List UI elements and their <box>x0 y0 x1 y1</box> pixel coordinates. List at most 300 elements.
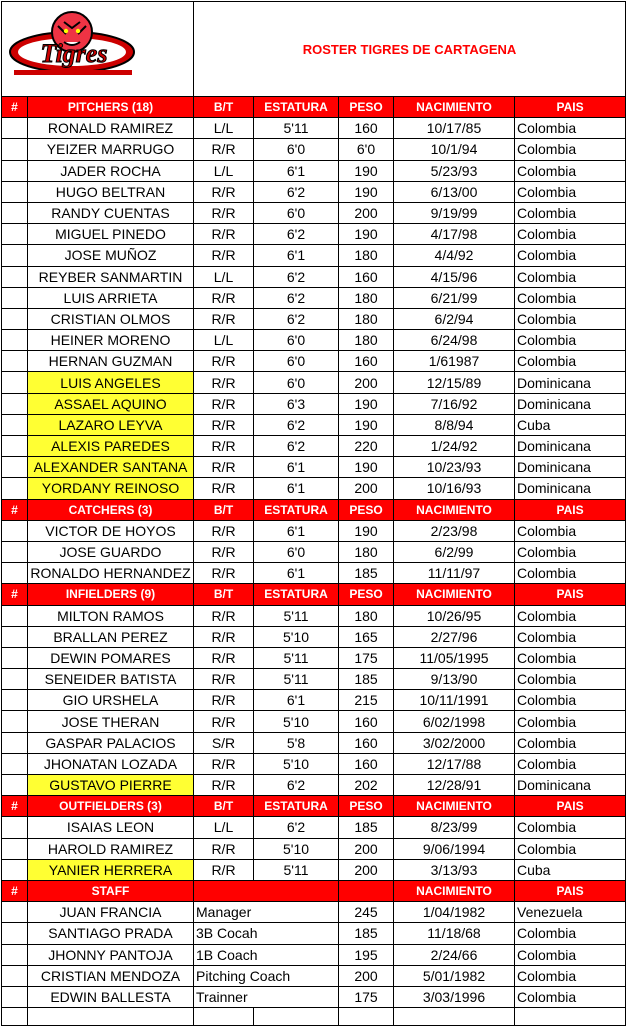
player-row <box>2 605 626 626</box>
player-row <box>2 245 626 266</box>
staff-row <box>2 902 626 923</box>
player-row <box>2 563 626 584</box>
staff-name: CRISTIAN MENDOZA <box>28 965 194 986</box>
player-country: Colombia <box>515 732 626 753</box>
staff-country: Colombia <box>515 965 626 986</box>
player-country: Cuba <box>515 859 626 880</box>
column-header: NACIMIENTO <box>394 499 515 520</box>
empty-cell <box>515 1008 626 1026</box>
empty-cell <box>339 1008 394 1026</box>
staff-name: JUAN FRANCIA <box>28 902 194 923</box>
row-number <box>2 923 28 944</box>
bats-throws: R/R <box>194 859 254 880</box>
player-name: YEIZER MARRUGO <box>28 139 194 160</box>
row-number <box>2 838 28 859</box>
staff-role: 1B Coach <box>194 944 339 965</box>
player-weight: 165 <box>339 626 394 647</box>
column-header <box>339 880 394 901</box>
player-row <box>2 711 626 732</box>
player-height: 6'1 <box>254 478 339 499</box>
player-name: LUIS ANGELES <box>28 372 194 393</box>
row-number <box>2 541 28 562</box>
player-name: JHONATAN LOZADA <box>28 753 194 774</box>
player-weight: 220 <box>339 436 394 457</box>
row-number <box>2 160 28 181</box>
player-row <box>2 372 626 393</box>
player-row <box>2 330 626 351</box>
column-header: B/T <box>194 584 254 605</box>
player-birthdate: 10/17/85 <box>394 118 515 139</box>
player-name: RANDY CUENTAS <box>28 202 194 223</box>
player-birthdate: 11/11/97 <box>394 563 515 584</box>
player-country: Colombia <box>515 287 626 308</box>
row-number <box>2 647 28 668</box>
player-birthdate: 3/13/93 <box>394 859 515 880</box>
player-weight: 180 <box>339 308 394 329</box>
player-row <box>2 647 626 668</box>
bats-throws: L/L <box>194 118 254 139</box>
player-row <box>2 838 626 859</box>
player-row <box>2 669 626 690</box>
player-birthdate: 9/19/99 <box>394 202 515 223</box>
player-height: 6'2 <box>254 775 339 796</box>
player-weight: 190 <box>339 457 394 478</box>
section-header-row <box>2 97 626 118</box>
row-number <box>2 202 28 223</box>
column-header: PESO <box>339 796 394 817</box>
row-number <box>2 753 28 774</box>
column-header: # <box>2 880 28 901</box>
row-number <box>2 732 28 753</box>
player-country: Colombia <box>515 669 626 690</box>
player-birthdate: 6/13/00 <box>394 181 515 202</box>
player-height: 6'0 <box>254 139 339 160</box>
column-header: PAIS <box>515 796 626 817</box>
staff-name: EDWIN BALLESTA <box>28 986 194 1007</box>
player-height: 5'10 <box>254 626 339 647</box>
section-header-row <box>2 499 626 520</box>
player-name: LAZARO LEYVA <box>28 414 194 435</box>
player-name: MIGUEL PINEDO <box>28 224 194 245</box>
staff-row <box>2 923 626 944</box>
column-header: PAIS <box>515 880 626 901</box>
player-name: JOSE GUARDO <box>28 541 194 562</box>
player-weight: 185 <box>339 817 394 838</box>
player-birthdate: 1/61987 <box>394 351 515 372</box>
player-name: HUGO BELTRAN <box>28 181 194 202</box>
column-header: B/T <box>194 499 254 520</box>
player-height: 6'2 <box>254 287 339 308</box>
column-header: B/T <box>194 97 254 118</box>
player-height: 6'1 <box>254 690 339 711</box>
row-number <box>2 775 28 796</box>
bats-throws: R/R <box>194 139 254 160</box>
staff-birthdate: 11/18/68 <box>394 923 515 944</box>
player-birthdate: 12/17/88 <box>394 753 515 774</box>
player-height: 6'1 <box>254 520 339 541</box>
player-birthdate: 8/8/94 <box>394 414 515 435</box>
player-height: 5'11 <box>254 605 339 626</box>
player-height: 5'11 <box>254 859 339 880</box>
empty-cell <box>28 1008 194 1026</box>
player-name: YANIER HERRERA <box>28 859 194 880</box>
bats-throws: R/R <box>194 520 254 541</box>
player-country: Colombia <box>515 711 626 732</box>
row-number <box>2 118 28 139</box>
player-birthdate: 6/2/99 <box>394 541 515 562</box>
column-header: PESO <box>339 97 394 118</box>
player-height: 5'11 <box>254 118 339 139</box>
player-country: Colombia <box>515 308 626 329</box>
player-height: 6'2 <box>254 817 339 838</box>
player-country: Colombia <box>515 351 626 372</box>
staff-country: Venezuela <box>515 902 626 923</box>
column-header: PAIS <box>515 97 626 118</box>
player-name: HERNAN GUZMAN <box>28 351 194 372</box>
player-height: 6'2 <box>254 308 339 329</box>
staff-country: Colombia <box>515 944 626 965</box>
column-header: PESO <box>339 584 394 605</box>
player-country: Colombia <box>515 690 626 711</box>
player-weight: 200 <box>339 478 394 499</box>
player-weight: 160 <box>339 118 394 139</box>
bats-throws: R/R <box>194 775 254 796</box>
row-number <box>2 902 28 923</box>
player-weight: 200 <box>339 838 394 859</box>
player-height: 5'11 <box>254 647 339 668</box>
staff-birthdate: 3/03/1996 <box>394 986 515 1007</box>
tiger-logo-icon <box>2 2 194 94</box>
player-country: Colombia <box>515 541 626 562</box>
player-weight: 180 <box>339 330 394 351</box>
player-weight: 6'0 <box>339 139 394 160</box>
player-weight: 185 <box>339 563 394 584</box>
player-row <box>2 139 626 160</box>
player-height: 6'1 <box>254 245 339 266</box>
bats-throws: R/R <box>194 372 254 393</box>
row-number <box>2 245 28 266</box>
staff-role: Manager <box>194 902 339 923</box>
staff-row <box>2 965 626 986</box>
bats-throws: R/R <box>194 605 254 626</box>
row-number <box>2 436 28 457</box>
row-number <box>2 986 28 1007</box>
player-weight: 160 <box>339 732 394 753</box>
column-header: NACIMIENTO <box>394 97 515 118</box>
bats-throws: R/R <box>194 202 254 223</box>
player-height: 5'8 <box>254 732 339 753</box>
player-row <box>2 753 626 774</box>
row-number <box>2 287 28 308</box>
column-header: PESO <box>339 499 394 520</box>
player-row <box>2 308 626 329</box>
column-header: INFIELDERS (9) <box>28 584 194 605</box>
row-number <box>2 605 28 626</box>
player-weight: 190 <box>339 414 394 435</box>
column-header: PITCHERS (18) <box>28 97 194 118</box>
blank-row <box>2 1008 626 1026</box>
player-country: Colombia <box>515 605 626 626</box>
player-weight: 185 <box>339 669 394 690</box>
player-birthdate: 6/24/98 <box>394 330 515 351</box>
player-birthdate: 10/16/93 <box>394 478 515 499</box>
player-weight: 200 <box>339 372 394 393</box>
column-header: ESTATURA <box>254 796 339 817</box>
staff-name: JHONNY PANTOJA <box>28 944 194 965</box>
player-country: Colombia <box>515 224 626 245</box>
player-row <box>2 732 626 753</box>
player-country: Colombia <box>515 330 626 351</box>
player-birthdate: 6/02/1998 <box>394 711 515 732</box>
player-country: Colombia <box>515 118 626 139</box>
row-number <box>2 224 28 245</box>
player-country: Dominicana <box>515 393 626 414</box>
staff-role: Pitching Coach <box>194 965 339 986</box>
player-weight: 160 <box>339 266 394 287</box>
player-height: 5'10 <box>254 753 339 774</box>
column-header: NACIMIENTO <box>394 880 515 901</box>
bats-throws: R/R <box>194 669 254 690</box>
player-row <box>2 118 626 139</box>
staff-weight: 185 <box>339 923 394 944</box>
player-birthdate: 10/11/1991 <box>394 690 515 711</box>
player-row <box>2 541 626 562</box>
player-row <box>2 775 626 796</box>
empty-cell <box>254 1008 339 1026</box>
player-birthdate: 10/1/94 <box>394 139 515 160</box>
bats-throws: R/R <box>194 838 254 859</box>
player-birthdate: 6/2/94 <box>394 308 515 329</box>
player-name: MILTON RAMOS <box>28 605 194 626</box>
player-birthdate: 4/17/98 <box>394 224 515 245</box>
column-header: OUTFIELDERS (3) <box>28 796 194 817</box>
column-header: ESTATURA <box>254 97 339 118</box>
player-height: 6'2 <box>254 224 339 245</box>
player-country: Colombia <box>515 817 626 838</box>
player-weight: 180 <box>339 605 394 626</box>
player-row <box>2 202 626 223</box>
row-number <box>2 457 28 478</box>
row-number <box>2 817 28 838</box>
player-height: 6'2 <box>254 181 339 202</box>
column-header <box>194 880 339 901</box>
player-height: 6'2 <box>254 414 339 435</box>
player-name: GUSTAVO PIERRE <box>28 775 194 796</box>
player-row <box>2 817 626 838</box>
player-weight: 190 <box>339 181 394 202</box>
staff-name: SANTIAGO PRADA <box>28 923 194 944</box>
player-country: Dominicana <box>515 372 626 393</box>
player-row <box>2 351 626 372</box>
empty-cell <box>394 1008 515 1026</box>
player-country: Colombia <box>515 563 626 584</box>
team-logo <box>2 2 194 97</box>
bats-throws: S/R <box>194 732 254 753</box>
row-number <box>2 308 28 329</box>
bats-throws: L/L <box>194 330 254 351</box>
player-height: 6'0 <box>254 330 339 351</box>
empty-cell <box>194 1008 254 1026</box>
player-country: Dominicana <box>515 775 626 796</box>
player-birthdate: 12/28/91 <box>394 775 515 796</box>
player-row <box>2 478 626 499</box>
player-height: 6'2 <box>254 266 339 287</box>
player-height: 5'10 <box>254 711 339 732</box>
player-name: JOSE THERAN <box>28 711 194 732</box>
column-header: PAIS <box>515 499 626 520</box>
bats-throws: R/R <box>194 224 254 245</box>
bats-throws: R/R <box>194 245 254 266</box>
player-weight: 190 <box>339 393 394 414</box>
player-country: Cuba <box>515 414 626 435</box>
player-birthdate: 4/15/96 <box>394 266 515 287</box>
player-row <box>2 457 626 478</box>
player-height: 6'0 <box>254 202 339 223</box>
section-header-row <box>2 584 626 605</box>
bats-throws: R/R <box>194 393 254 414</box>
player-height: 6'3 <box>254 393 339 414</box>
staff-weight: 245 <box>339 902 394 923</box>
player-birthdate: 6/21/99 <box>394 287 515 308</box>
staff-country: Colombia <box>515 986 626 1007</box>
player-name: RONALD RAMIREZ <box>28 118 194 139</box>
player-birthdate: 7/16/92 <box>394 393 515 414</box>
column-header: CATCHERS (3) <box>28 499 194 520</box>
player-name: HAROLD RAMIREZ <box>28 838 194 859</box>
player-weight: 190 <box>339 160 394 181</box>
player-row <box>2 181 626 202</box>
player-name: DEWIN POMARES <box>28 647 194 668</box>
player-weight: 215 <box>339 690 394 711</box>
player-birthdate: 10/26/95 <box>394 605 515 626</box>
page-title: ROSTER TIGRES DE CARTAGENA <box>194 2 626 97</box>
player-name: ALEXIS PAREDES <box>28 436 194 457</box>
staff-weight: 195 <box>339 944 394 965</box>
player-country: Dominicana <box>515 478 626 499</box>
bats-throws: L/L <box>194 266 254 287</box>
player-name: BRALLAN PEREZ <box>28 626 194 647</box>
player-row <box>2 436 626 457</box>
player-country: Colombia <box>515 266 626 287</box>
row-number <box>2 393 28 414</box>
player-country: Dominicana <box>515 436 626 457</box>
player-height: 6'0 <box>254 541 339 562</box>
bats-throws: R/R <box>194 478 254 499</box>
row-number <box>2 563 28 584</box>
staff-birthdate: 2/24/66 <box>394 944 515 965</box>
player-country: Colombia <box>515 181 626 202</box>
player-name: SENEIDER BATISTA <box>28 669 194 690</box>
player-height: 5'11 <box>254 669 339 690</box>
empty-cell <box>2 1008 28 1026</box>
staff-country: Colombia <box>515 923 626 944</box>
player-birthdate: 3/02/2000 <box>394 732 515 753</box>
player-row <box>2 859 626 880</box>
bats-throws: R/R <box>194 436 254 457</box>
player-weight: 180 <box>339 245 394 266</box>
player-weight: 175 <box>339 647 394 668</box>
player-row <box>2 520 626 541</box>
player-birthdate: 4/4/92 <box>394 245 515 266</box>
bats-throws: R/R <box>194 414 254 435</box>
row-number <box>2 669 28 690</box>
player-birthdate: 10/23/93 <box>394 457 515 478</box>
player-country: Colombia <box>515 160 626 181</box>
player-weight: 202 <box>339 775 394 796</box>
player-name: YORDANY REINOSO <box>28 478 194 499</box>
column-header: ESTATURA <box>254 499 339 520</box>
bats-throws: R/R <box>194 351 254 372</box>
player-name: GIO URSHELA <box>28 690 194 711</box>
staff-row <box>2 944 626 965</box>
section-header-row <box>2 796 626 817</box>
player-birthdate: 8/23/99 <box>394 817 515 838</box>
player-name: JOSE MUÑOZ <box>28 245 194 266</box>
bats-throws: R/R <box>194 181 254 202</box>
player-country: Colombia <box>515 753 626 774</box>
column-header: STAFF <box>28 880 194 901</box>
bats-throws: R/R <box>194 541 254 562</box>
player-height: 6'0 <box>254 351 339 372</box>
bats-throws: R/R <box>194 308 254 329</box>
player-row <box>2 224 626 245</box>
row-number <box>2 690 28 711</box>
row-number <box>2 626 28 647</box>
row-number <box>2 181 28 202</box>
column-header: ESTATURA <box>254 584 339 605</box>
roster-table <box>1 1 626 1026</box>
staff-row <box>2 986 626 1007</box>
bats-throws: L/L <box>194 160 254 181</box>
player-country: Colombia <box>515 626 626 647</box>
player-birthdate: 12/15/89 <box>394 372 515 393</box>
player-birthdate: 2/23/98 <box>394 520 515 541</box>
player-country: Colombia <box>515 139 626 160</box>
row-number <box>2 351 28 372</box>
player-row <box>2 393 626 414</box>
staff-birthdate: 1/04/1982 <box>394 902 515 923</box>
bats-throws: R/R <box>194 287 254 308</box>
staff-weight: 200 <box>339 965 394 986</box>
player-height: 6'0 <box>254 372 339 393</box>
player-weight: 160 <box>339 753 394 774</box>
column-header: NACIMIENTO <box>394 584 515 605</box>
row-number <box>2 859 28 880</box>
column-header: NACIMIENTO <box>394 796 515 817</box>
column-header: B/T <box>194 796 254 817</box>
player-height: 5'10 <box>254 838 339 859</box>
bats-throws: R/R <box>194 626 254 647</box>
row-number <box>2 139 28 160</box>
row-number <box>2 965 28 986</box>
column-header: # <box>2 499 28 520</box>
player-row <box>2 414 626 435</box>
roster-body <box>2 2 626 1026</box>
row-number <box>2 520 28 541</box>
staff-header-row <box>2 880 626 901</box>
player-weight: 190 <box>339 224 394 245</box>
player-weight: 160 <box>339 711 394 732</box>
player-weight: 200 <box>339 859 394 880</box>
player-name: VICTOR DE HOYOS <box>28 520 194 541</box>
player-weight: 200 <box>339 202 394 223</box>
player-name: GASPAR PALACIOS <box>28 732 194 753</box>
roster-sheet <box>1 1 625 1026</box>
player-country: Dominicana <box>515 457 626 478</box>
row-number <box>2 372 28 393</box>
bats-throws: R/R <box>194 753 254 774</box>
player-birthdate: 2/27/96 <box>394 626 515 647</box>
